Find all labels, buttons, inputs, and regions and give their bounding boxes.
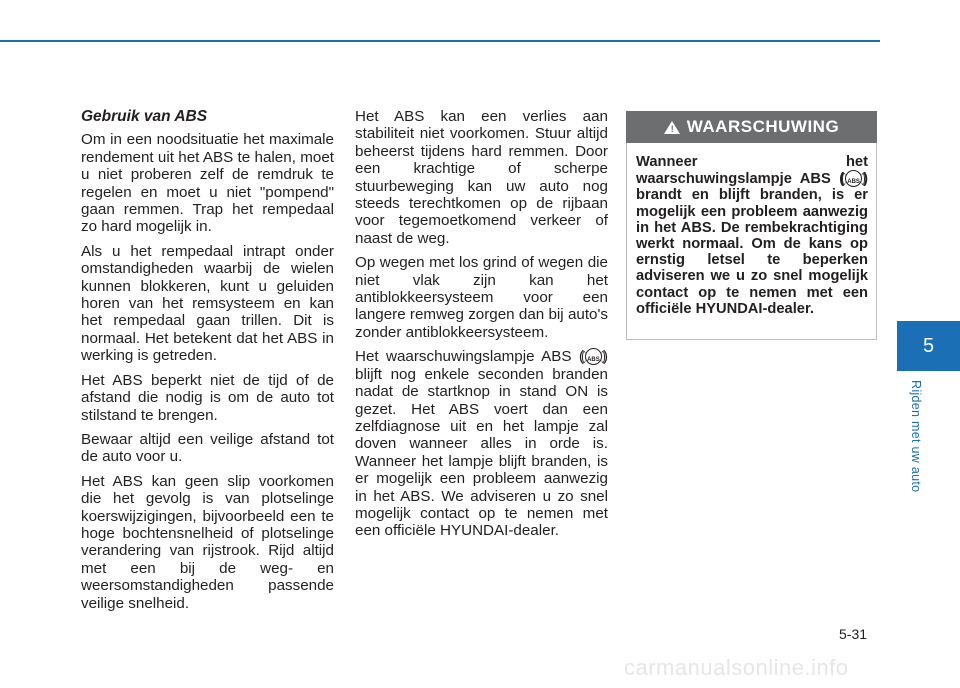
- paragraph: Het ABS kan geen slip voorkomen die het gevolg is van plotselinge koerswijzigingen, bijvoorbeeld een te hoge bochtensnelheid of plotselinge verandering van rijstrook. Rijd altijd met een bij de weg- en weersomstandigheden passende veilige snelheid.: [81, 472, 334, 612]
- paragraph: Het ABS beperkt niet de tijd of de afstand die nodig is om de auto tot stilstand te brengen.: [81, 371, 334, 424]
- chapter-number: 5: [922, 334, 935, 357]
- warning-header: [626, 111, 877, 143]
- page-number: 5-31: [839, 626, 868, 642]
- abs-icon-label: ABS: [587, 357, 600, 364]
- text-segment: Het waarschuwingslampje ABS (: [355, 348, 584, 366]
- paragraph: Op wegen met los grind of wegen die niet vlak zijn kan het antiblokkeersysteem voor een langere remweg zorgen dan bij auto's zonder antiblokkeersysteem.: [355, 254, 608, 341]
- abs-icon-label: ABS: [847, 179, 860, 186]
- paragraph: Om in een noodsituatie het maximale rendement uit het ABS te halen, moet u niet proberen zelf de remdruk te regelen en moet u niet "pompend" gaan remmen. Trap het rempedaal zo hard mogelijk in.: [81, 131, 334, 236]
- text-segment: Wanneer het waarschuwingslampje ABS (: [636, 154, 868, 188]
- section-heading: Gebruik van ABS: [81, 108, 208, 125]
- abs-warning-lamp-icon: [845, 170, 862, 187]
- abs-warning-lamp-icon: [585, 348, 602, 365]
- text-segment: ) blijft nog enkele seconden branden nadat de startknop in stand ON is gezet. Het ABS voert dan een zelfdiagnose uit en het lampje zal doven wanneer alles in orde is. Wanneer het lampje blijft branden, is er mogelijk een probleem aanwezig in het ABS. We adviseren u zo snel mogelijk contact op te nemen met een officiële HYUNDAI-dealer.: [355, 348, 608, 540]
- paragraph: Als u het rempedaal intrapt onder omstandigheden waarbij de wielen kunnen blokkeren, kunt u geluiden horen van het remsysteem en kan het rempedaal gaan trillen. Dit is normaal. Het betekent dat het ABS in werking is getreden.: [81, 242, 334, 365]
- warning-triangle-icon: !: [664, 121, 680, 134]
- paragraph: Het ABS kan een verlies aan stabiliteit niet voorkomen. Stuur altijd beheerst tijdens hard remmen. Door een krachtige of scherpe stuurbeweging kan uw auto nog steeds terechtkomen op de rijbaan voor tegemoetkomend verkeer of naast de weg.: [355, 108, 608, 247]
- warning-body: [626, 143, 877, 340]
- column-middle: [355, 108, 608, 547]
- column-left: [81, 108, 334, 619]
- top-rule: [0, 40, 880, 42]
- chapter-label: Rijden met uw auto: [909, 380, 923, 493]
- paragraph-abs-lamp: [355, 348, 608, 539]
- warning-box: [626, 111, 877, 341]
- watermark: carmanualsonline.info: [624, 655, 849, 680]
- text-segment: ) brandt en blijft branden, is er mogelijk een probleem aanwezig in het ABS. De rembekrachtiging werkt normaal. Om de kans op ernstig letsel te beperken adviseren we u zo snel mogelijk contact op te nemen met een officiële HYUNDAI-dealer.: [636, 171, 868, 317]
- paragraph: Bewaar altijd een veilige afstand tot de auto voor u.: [81, 430, 334, 466]
- chapter-tab: [897, 321, 960, 371]
- warning-title: WAARSCHUWING: [686, 117, 840, 136]
